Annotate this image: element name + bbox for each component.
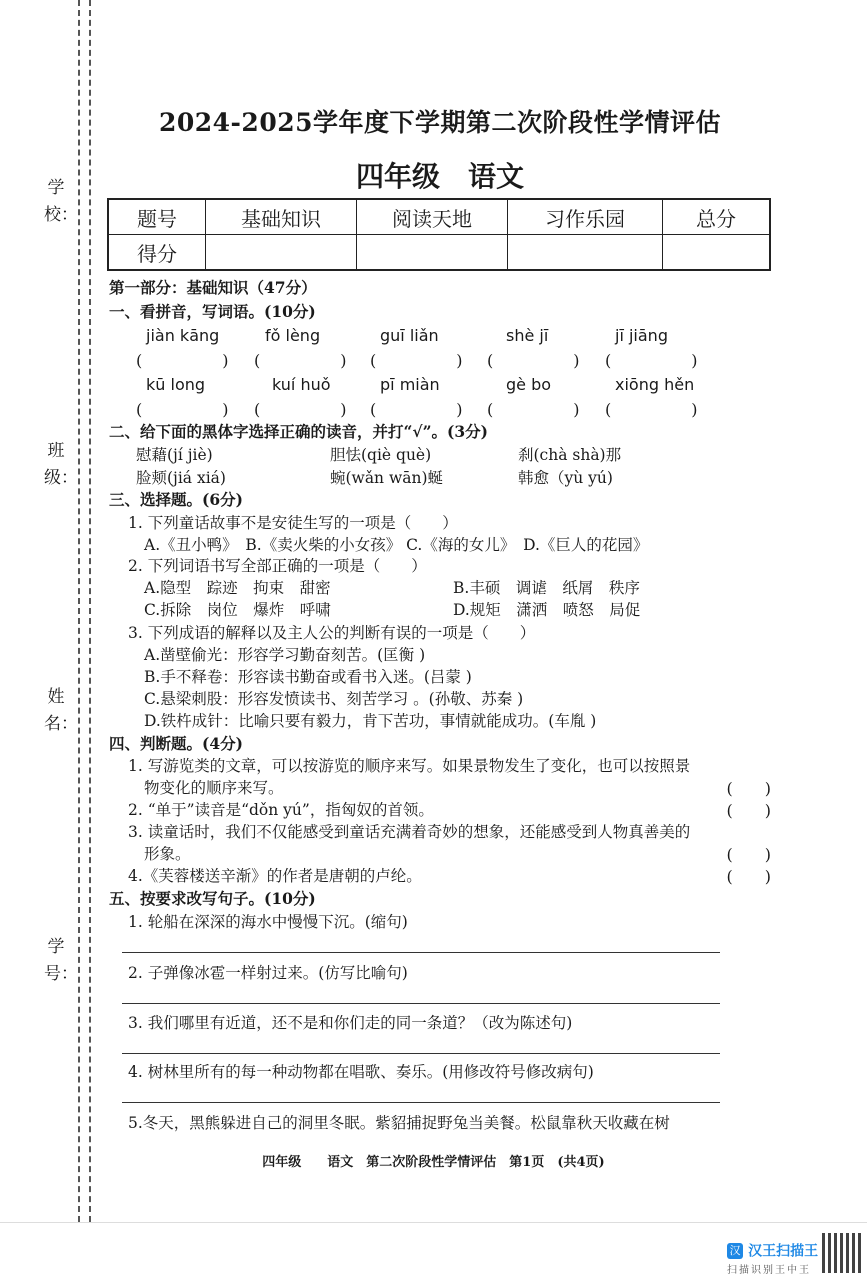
scanner-brand [727,1240,818,1276]
q3-option-a[interactable]: A.凿壁偷光：形容学习勤奋刻苦。(匡衡 ) [144,646,426,664]
q3-option-d[interactable]: D.规矩 潇洒 喷怒 局促 [453,601,641,619]
q4-item-2: 2. “单于”读音是“dǒn yú”，指匈奴的首领。 [128,801,434,819]
q3-stem-1: 1. 下列童话故事不是安徒生写的一项是（ ） [128,514,458,532]
reading-item[interactable]: 蜿(wǎn wān)蜒 [330,469,444,487]
q3-option-b[interactable]: B.丰硕 调谑 纸屑 秩序 [453,579,640,597]
school-label: 学校： [44,178,78,225]
pinyin-item: jiàn kāng [146,326,220,345]
exam-title: 2024-2025学年度下学期第二次阶段性学情评估 [158,108,722,137]
pinyin-item: guī liǎn [380,326,439,345]
q3-option-c[interactable]: C.拆除 岗位 爆炸 呼啸 [144,601,331,619]
q5-item-2: 2. 子弹像冰雹一样射过来。(仿写比喻句) [128,964,408,982]
answer-blank[interactable]: ( ) [254,351,347,370]
judgment-blank[interactable]: ( ) [726,779,771,798]
q3-option-b[interactable]: B.手不释卷：形容读书勤奋或看书入迷。(吕蒙 ) [144,668,472,686]
judgment-blank[interactable]: ( ) [726,801,771,820]
answer-blank[interactable]: ( ) [487,351,580,370]
score-cell [357,235,508,271]
reading-item[interactable]: 胆怯(qiè què) [330,446,432,464]
answer-line[interactable] [122,1053,720,1054]
pinyin-item: kū long [146,375,206,394]
answer-blank[interactable]: ( ) [605,351,698,370]
page-footer: 四年级 语文 第二次阶段性学情评估 第1页 (共4页) [262,1155,605,1170]
q3-heading: 三、选择题。(6分) [109,490,243,509]
pinyin-item: jī jiāng [615,326,668,345]
binding-line-left [78,0,80,1222]
q5-item-5: 5.冬天，黑熊躲进自己的洞里冬眠。紫貂捕捉野兔当美餐。松鼠靠秋天收藏在树 [128,1114,670,1132]
answer-blank[interactable]: ( ) [254,400,347,419]
q4-item-4: 4.《芙蓉楼送辛渐》的作者是唐朝的卢纶。 [128,867,422,885]
q5-heading: 五、按要求改写句子。(10分) [109,889,316,908]
q2-heading: 二、给下面的黑体字选择正确的读音，并打“√”。(3分) [109,422,488,441]
score-cell [508,235,663,271]
q4-item-3-cont: 形象。 [144,845,191,863]
exam-subtitle: 四年级 语文 [355,160,524,193]
reading-item[interactable]: 韩愈（yù yú) [518,469,613,487]
q5-item-3: 3. 我们哪里有近道，还不是和你们走的同一条道？（改为陈述句) [128,1014,573,1032]
pinyin-item: xiōng hěn [615,375,695,394]
score-cell [663,235,771,271]
name-label: 姓名： [44,687,78,734]
answer-line[interactable] [122,952,720,953]
q5-item-1: 1. 轮船在深深的海水中慢慢下沉。(缩句) [128,913,408,931]
q3-option-c[interactable]: C.悬梁刺股：形容发愤读书、刻苦学习 。(孙敬、苏秦 ) [144,690,524,708]
reading-item[interactable]: 脸颊(jiá xiá) [136,469,226,487]
score-table [107,198,771,271]
q5-item-4: 4. 树林里所有的每一种动物都在唱歌、奏乐。(用修改符号修改病句) [128,1063,594,1081]
q4-item-1: 1. 写游览类的文章，可以按游览的顺序来写。如果景物发生了变化，也可以按照景 [128,757,691,775]
class-label: 班级： [44,441,78,488]
answer-line[interactable] [122,1003,720,1004]
reading-item[interactable]: 刹(chà shà)那 [518,446,622,464]
answer-blank[interactable]: ( ) [487,400,580,419]
answer-blank[interactable]: ( ) [370,351,463,370]
q3-options-1[interactable]: A.《丑小鸭》 B.《卖火柴的小女孩》 C.《海的女儿》 D.《巨人的花园》 [144,536,649,554]
q4-item-3: 3. 读童话时，我们不仅能感受到童话充满着奇妙的想象，还能感受到人物真善美的 [128,823,691,841]
part-one-heading: 第一部分：基础知识（47分） [109,278,317,297]
pinyin-item: pī miàn [380,375,440,394]
score-cell [206,235,357,271]
q1-heading: 一、看拼音，写词语。(10分) [109,302,316,321]
answer-blank[interactable]: ( ) [136,351,229,370]
brand-tagline: 扫描识别王中王 [727,1264,811,1276]
pinyin-item: gè bo [506,375,552,394]
header-cell: 阅读天地 [357,199,508,235]
answer-blank[interactable]: ( ) [370,400,463,419]
answer-blank[interactable]: ( ) [136,400,229,419]
q3-stem-2: 2. 下列词语书写全部正确的一项是（ ） [128,557,427,575]
number-label: 学号： [44,937,78,984]
score-table-score-row [108,235,770,271]
q3-option-d[interactable]: D.铁杵成针：比喻只要有毅力，肯下苦功，事情就能成功。(车胤 ) [144,712,597,730]
score-table-header-row [108,199,770,235]
answer-line[interactable] [122,1102,720,1103]
header-cell: 习作乐园 [508,199,663,235]
header-cell: 基础知识 [206,199,357,235]
judgment-blank[interactable]: ( ) [726,867,771,886]
binding-line-right [89,0,91,1222]
pinyin-item: shè jī [506,326,549,345]
q3-stem-3: 3. 下列成语的解释以及主人公的判断有误的一项是（ ） [128,624,536,642]
header-cell: 总分 [663,199,771,235]
answer-blank[interactable]: ( ) [605,400,698,419]
q4-heading: 四、判断题。(4分) [109,734,243,753]
header-cell: 题号 [108,199,206,235]
q3-option-a[interactable]: A.隐型 踪迹 拘束 甜密 [144,579,331,597]
score-row-label: 得分 [108,235,206,271]
pinyin-item: kuí huǒ [272,375,331,394]
reading-item[interactable]: 慰藉(jí jiè) [136,446,213,464]
pinyin-item: fǒ lèng [265,326,321,345]
brand-logo-icon: 汉 [727,1243,743,1259]
q4-item-1-cont: 物变化的顺序来写。 [144,779,284,797]
qr-code-icon [822,1233,862,1273]
judgment-blank[interactable]: ( ) [726,845,771,864]
brand-name: 汉王扫描王 [748,1243,819,1260]
